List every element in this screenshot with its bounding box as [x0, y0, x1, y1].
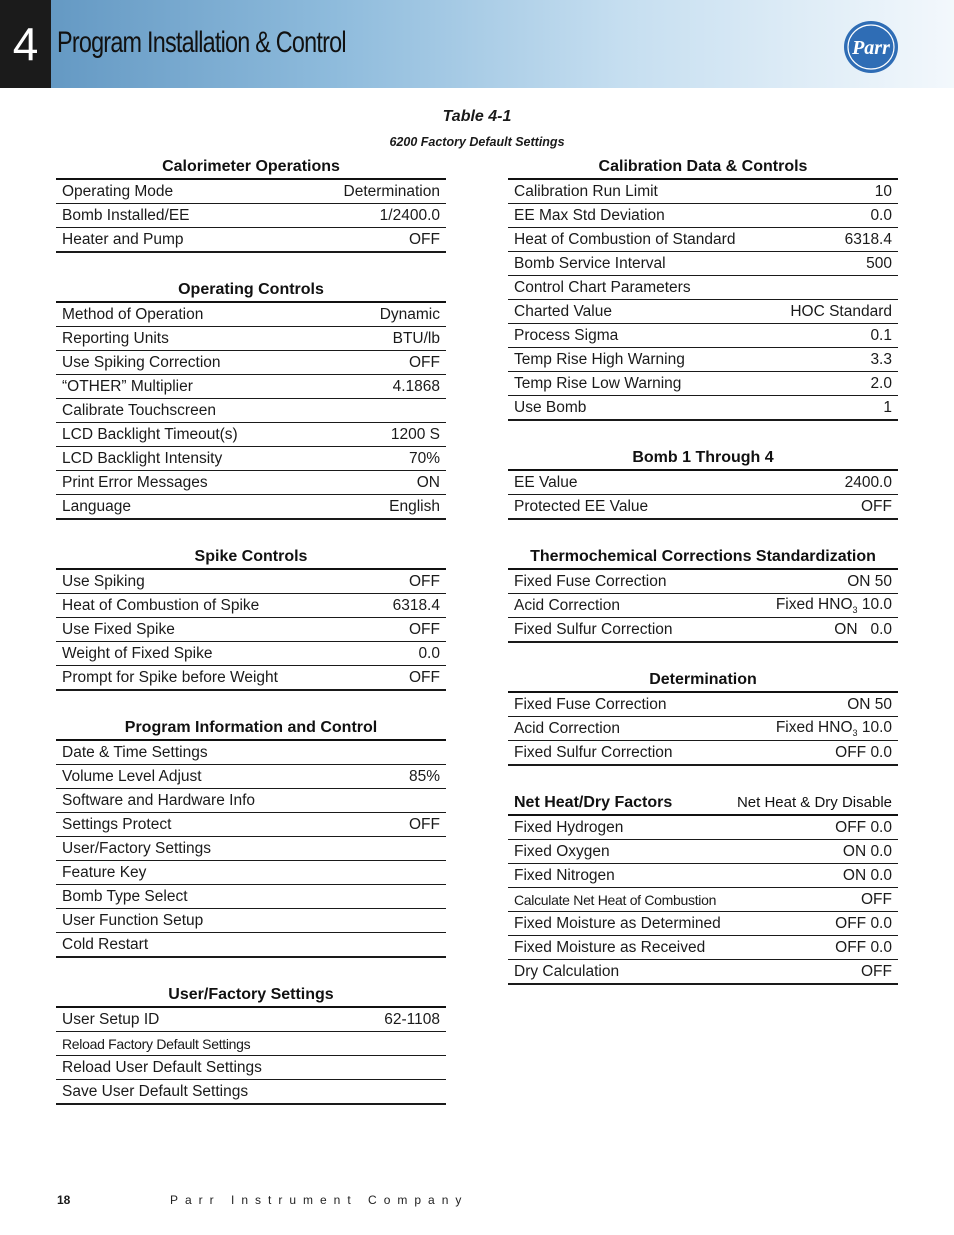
row-label: Reload User Default Settings: [62, 1058, 262, 1076]
section-title: Program Information and Control: [56, 717, 446, 741]
row-value: OFF: [409, 353, 440, 371]
row-value: OFF: [861, 497, 892, 515]
row-label: Fixed Oxygen: [514, 842, 610, 860]
net-heat-title: Net Heat/Dry Factors: [514, 794, 673, 811]
row-label: Temp Rise High Warning: [514, 350, 685, 368]
table-row: [508, 348, 898, 372]
row-value: BTU/lb: [392, 329, 440, 347]
row-label: Cold Restart: [62, 935, 149, 953]
row-label: Reload Factory Default Settings: [62, 1035, 251, 1052]
row-value: ON 0.0: [834, 620, 892, 638]
spike-controls-section: [56, 546, 446, 691]
table-row: [56, 204, 446, 228]
table-row: [56, 228, 446, 253]
row-value: OFF: [409, 815, 440, 833]
row-label: Fixed Moisture as Determined: [514, 914, 721, 932]
row-label: Fixed Moisture as Received: [514, 938, 706, 956]
row-value: 0.0: [870, 206, 892, 224]
row-value: 85%: [408, 767, 440, 785]
row-label: Heater and Pump: [62, 230, 184, 248]
row-label: Fixed Sulfur Correction: [514, 743, 673, 761]
row-value: OFF: [409, 620, 440, 638]
row-value: OFF 0.0: [835, 818, 892, 836]
table-row: [508, 741, 898, 766]
section-title: Calibration Data & Controls: [508, 156, 898, 180]
bomb-1-through-4-section: [508, 447, 898, 520]
table-row: [508, 912, 898, 936]
table-row: [508, 180, 898, 204]
row-label: Feature Key: [62, 863, 147, 881]
row-label: Weight of Fixed Spike: [62, 644, 213, 662]
row-value: 6318.4: [844, 230, 892, 248]
row-label: User/Factory Settings: [62, 839, 212, 857]
row-label: Calibrate Touchscreen: [62, 401, 216, 419]
footer-company: Parr Instrument Company: [170, 1193, 469, 1207]
row-value: 500: [866, 254, 892, 272]
row-label: Method of Operation: [62, 305, 204, 323]
row-label: Bomb Service Interval: [514, 254, 666, 272]
value-subscript: 3: [852, 728, 858, 739]
table-row: [56, 909, 446, 933]
row-label: EE Max Std Deviation: [514, 206, 665, 224]
table-row: [508, 396, 898, 421]
row-label: Calculate Net Heat of Combustion: [514, 891, 717, 908]
left-column: [56, 156, 446, 1105]
row-label: Bomb Installed/EE: [62, 206, 190, 224]
row-value: 0.0: [418, 644, 440, 662]
net-heat-note: Net Heat & Dry Disable: [736, 794, 892, 811]
page-number: 18: [57, 1193, 71, 1207]
section-title: Spike Controls: [56, 546, 446, 570]
user-factory-settings-section: [56, 984, 446, 1105]
table-row: [56, 861, 446, 885]
right-column: [508, 156, 898, 985]
table-row: [56, 375, 446, 399]
row-value: OFF: [861, 890, 892, 908]
row-label: Temp Rise Low Warning: [514, 374, 682, 392]
row-label: Heat of Combustion of Spike: [62, 596, 260, 614]
row-value: 1/2400.0: [379, 206, 440, 224]
row-value: 62-1108: [384, 1010, 440, 1028]
table-row: [56, 180, 446, 204]
table-row: [56, 351, 446, 375]
section-title: User/Factory Settings: [56, 984, 446, 1008]
table-row: [56, 765, 446, 789]
table-row: [508, 960, 898, 985]
row-label: Fixed Fuse Correction: [514, 572, 667, 590]
row-label: Save User Default Settings: [62, 1082, 249, 1100]
table-row: [56, 837, 446, 861]
row-label: Fixed Hydrogen: [514, 818, 624, 836]
row-value: OFF 0.0: [835, 914, 892, 932]
value-suffix: 10.0: [857, 718, 892, 736]
table-row: [56, 447, 446, 471]
row-value: 1200 S: [390, 425, 440, 443]
section-title: Operating Controls: [56, 279, 446, 303]
row-value: [776, 596, 892, 615]
row-value: ON: [416, 473, 440, 491]
section-title: Calorimeter Operations: [56, 156, 446, 180]
row-label: Use Fixed Spike: [62, 620, 175, 638]
row-label: Operating Mode: [62, 182, 174, 200]
parr-logo-icon: [843, 20, 899, 74]
value-prefix: Fixed HNO: [775, 595, 853, 613]
table-row: [508, 372, 898, 396]
row-label: Settings Protect: [62, 815, 172, 833]
row-value: 70%: [408, 449, 440, 467]
row-label: Prompt for Spike before Weight: [62, 668, 278, 686]
table-row: [56, 1080, 446, 1105]
table-row: [508, 840, 898, 864]
table-row: [508, 300, 898, 324]
row-value: 1: [883, 398, 892, 416]
row-label: Dry Calculation: [514, 962, 620, 980]
row-label: Calibration Run Limit: [514, 182, 658, 200]
table-row: [508, 570, 898, 594]
table-row: [56, 933, 446, 958]
row-label: Fixed Sulfur Correction: [514, 620, 673, 638]
row-label: Protected EE Value: [514, 497, 649, 515]
determination-section: [508, 669, 898, 766]
table-row: [508, 594, 898, 618]
row-value: OFF: [861, 962, 892, 980]
row-label: User Function Setup: [62, 911, 204, 929]
table-row: [508, 816, 898, 840]
row-label: Acid Correction: [514, 719, 620, 737]
table-row: [56, 399, 446, 423]
table-row: [508, 324, 898, 348]
row-value: ON 50: [847, 695, 892, 713]
calibration-data-section: [508, 156, 898, 421]
table-row: [56, 885, 446, 909]
row-value: Determination: [343, 182, 440, 200]
row-value: English: [389, 497, 440, 515]
table-row: [56, 1008, 446, 1032]
row-value: 10: [874, 182, 892, 200]
table-row: [508, 471, 898, 495]
row-label: Date & Time Settings: [62, 743, 208, 761]
section-title: Determination: [508, 669, 898, 693]
row-value: 3.3: [870, 350, 892, 368]
row-value: OFF 0.0: [835, 938, 892, 956]
table-row: [508, 693, 898, 717]
row-label: Acid Correction: [514, 596, 620, 614]
table-row: [56, 1032, 446, 1056]
row-value: OFF: [409, 230, 440, 248]
row-label: Use Bomb: [514, 398, 587, 416]
value-subscript: 3: [852, 605, 858, 616]
table-row: [56, 813, 446, 837]
table-row: [508, 252, 898, 276]
operating-controls-section: [56, 279, 446, 520]
row-label: Process Sigma: [514, 326, 619, 344]
row-label: EE Value: [514, 473, 578, 491]
row-value: 2.0: [870, 374, 892, 392]
table-row: [56, 423, 446, 447]
table-row: [508, 495, 898, 520]
table-label: Table 4-1: [442, 108, 512, 125]
row-value: ON 50: [847, 572, 892, 590]
table-row: [56, 570, 446, 594]
page-header: [0, 0, 954, 88]
table-row: [56, 789, 446, 813]
row-label: Volume Level Adjust: [62, 767, 202, 785]
table-row: [56, 1056, 446, 1080]
row-label: Fixed Fuse Correction: [514, 695, 667, 713]
table-row: [508, 228, 898, 252]
table-row: [56, 327, 446, 351]
thermochemical-section: [508, 546, 898, 643]
row-label: Print Error Messages: [62, 473, 208, 491]
program-information-section: [56, 717, 446, 958]
section-title: Thermochemical Corrections Standardization: [508, 546, 898, 570]
row-value: [776, 719, 892, 738]
chapter-title: Program Installation & Control: [57, 26, 346, 59]
logo-text: Parr: [852, 37, 890, 59]
row-label: Fixed Nitrogen: [514, 866, 615, 884]
row-value: OFF: [409, 668, 440, 686]
table-row: [56, 666, 446, 691]
table-row: [508, 888, 898, 912]
row-value: 6318.4: [392, 596, 440, 614]
table-row: [56, 618, 446, 642]
table-row: [56, 642, 446, 666]
row-label: Reporting Units: [62, 329, 169, 347]
chapter-number: 4: [0, 0, 51, 88]
table-row: [56, 471, 446, 495]
section-title: Bomb 1 Through 4: [508, 447, 898, 471]
value-prefix: Fixed HNO: [775, 718, 853, 736]
row-label: Use Spiking: [62, 572, 145, 590]
table-row: [508, 618, 898, 643]
table-row: [508, 276, 898, 300]
row-label: Bomb Type Select: [62, 887, 188, 905]
row-label: Language: [62, 497, 131, 515]
row-value: 2400.0: [844, 473, 892, 491]
row-value: ON 0.0: [842, 866, 892, 884]
table-row: [508, 936, 898, 960]
row-label: Heat of Combustion of Standard: [514, 230, 736, 248]
table-row: [56, 495, 446, 520]
row-value: 4.1868: [392, 377, 440, 395]
row-label: LCD Backlight Timeout(s): [62, 425, 238, 443]
table-subtitle: 6200 Factory Default Settings: [389, 135, 565, 149]
row-value: 0.1: [870, 326, 892, 344]
table-row: [508, 864, 898, 888]
row-label: LCD Backlight Intensity: [62, 449, 223, 467]
table-row: [56, 741, 446, 765]
table-row: [508, 717, 898, 741]
table-row: [56, 303, 446, 327]
row-value: Dynamic: [379, 305, 440, 323]
row-value: HOC Standard: [790, 302, 892, 320]
section-title: [508, 792, 898, 816]
row-value: OFF: [409, 572, 440, 590]
table-row: [56, 594, 446, 618]
calorimeter-operations-section: [56, 156, 446, 253]
net-heat-section: [508, 792, 898, 985]
value-suffix: 10.0: [857, 595, 892, 613]
row-value: OFF 0.0: [835, 743, 892, 761]
row-value: ON 0.0: [842, 842, 892, 860]
row-label: Use Spiking Correction: [62, 353, 221, 371]
row-label: Software and Hardware Info: [62, 791, 255, 809]
row-label: Control Chart Parameters: [514, 278, 691, 296]
row-label: “OTHER” Multiplier: [62, 377, 193, 395]
table-row: [508, 204, 898, 228]
row-label: User Setup ID: [62, 1010, 160, 1028]
row-label: Charted Value: [514, 302, 612, 320]
